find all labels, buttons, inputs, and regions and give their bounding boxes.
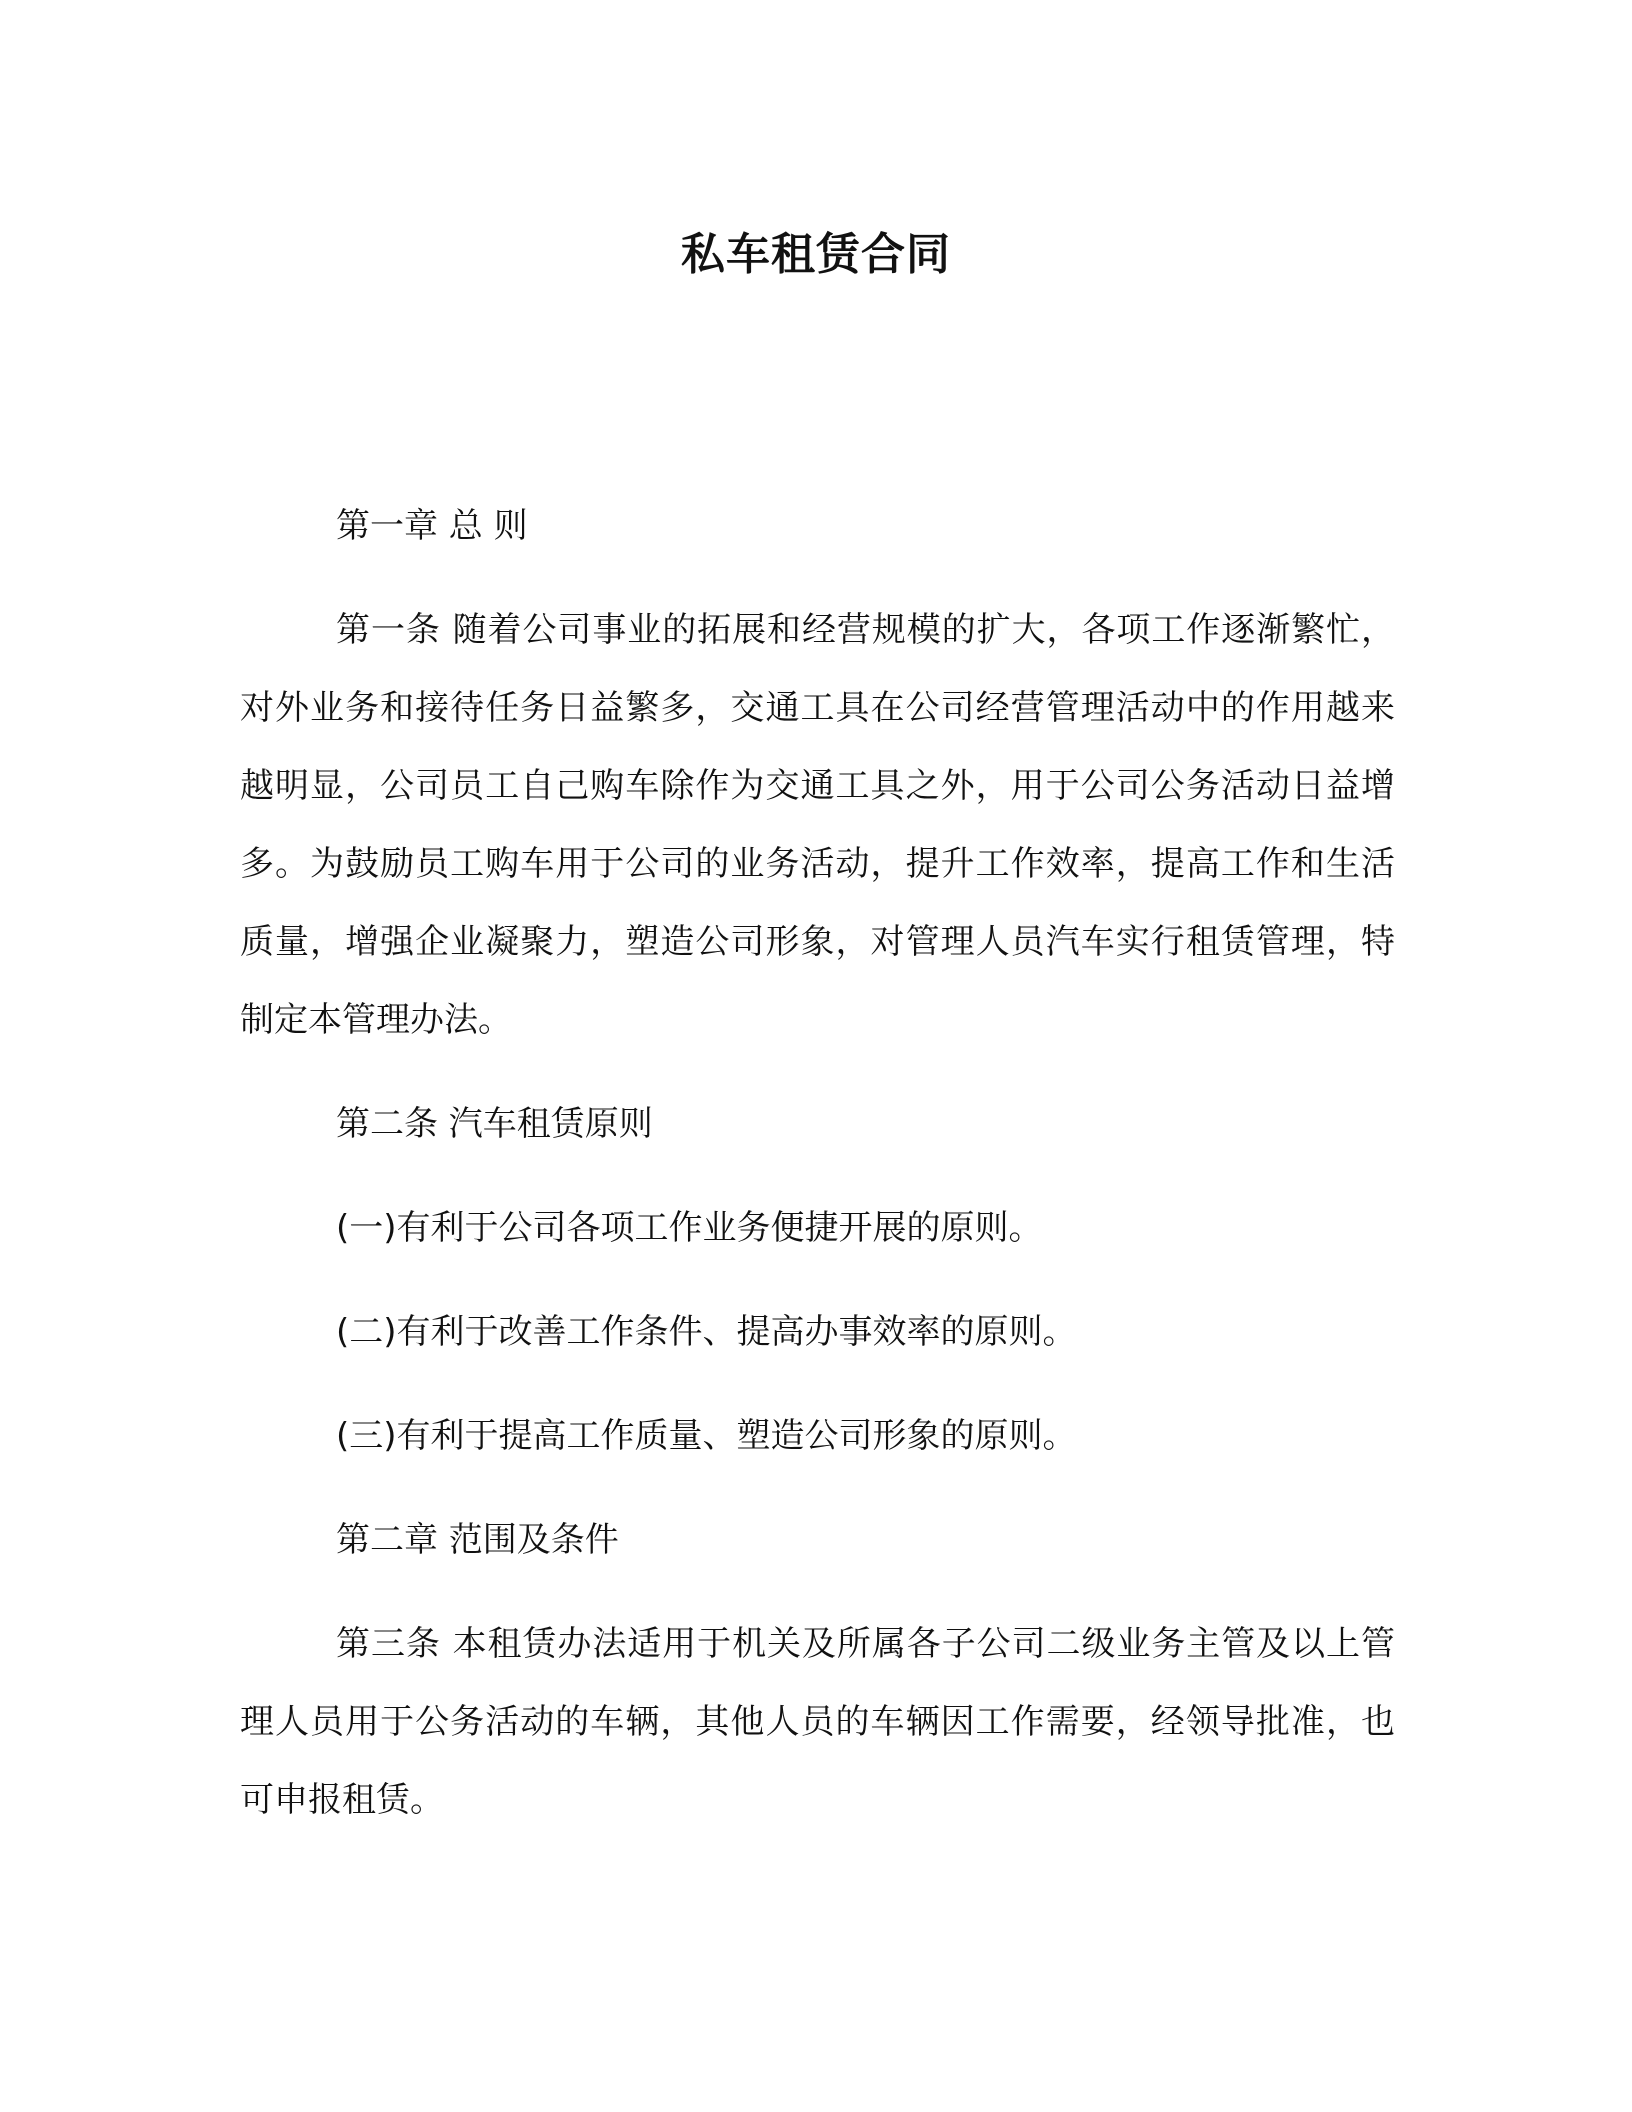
chapter-heading: 第二章 范围及条件 [336,1520,619,1560]
document-body [240,487,1395,1865]
chapter-heading: 第一章 总 则 [336,506,528,546]
document-title: 私车租赁合同 [681,229,951,280]
principle-item: (一)有利于公司各项工作业务便捷开展的原则。 [336,1208,1043,1248]
article-heading: 第二条 汽车租赁原则 [336,1104,653,1144]
article-paragraph: 第一条 随着公司事业的拓展和经营规模的扩大，各项工作逐渐繁忙，对外业务和接待任务日益繁多，交通工具在公司经营管理活动中的作用越来越明显，公司员工自己购车除作为交通工具之外，用于公司公务活动日益增多。为鼓励员工购车用于公司的业务活动，提升工作效率，提高工作和生活质量，增强企业凝聚力，塑造公司形象，对管理人员汽车实行租赁管理，特制定本管理办法。 [240,610,1395,1040]
article-paragraph: 第三条 本租赁办法适用于机关及所属各子公司二级业务主管及以上管理人员用于公务活动的车辆，其他人员的车辆因工作需要，经领导批准，也可申报租赁。 [240,1624,1395,1820]
principle-item: (三)有利于提高工作质量、塑造公司形象的原则。 [336,1416,1077,1456]
principle-item: (二)有利于改善工作条件、提高办事效率的原则。 [336,1312,1077,1352]
